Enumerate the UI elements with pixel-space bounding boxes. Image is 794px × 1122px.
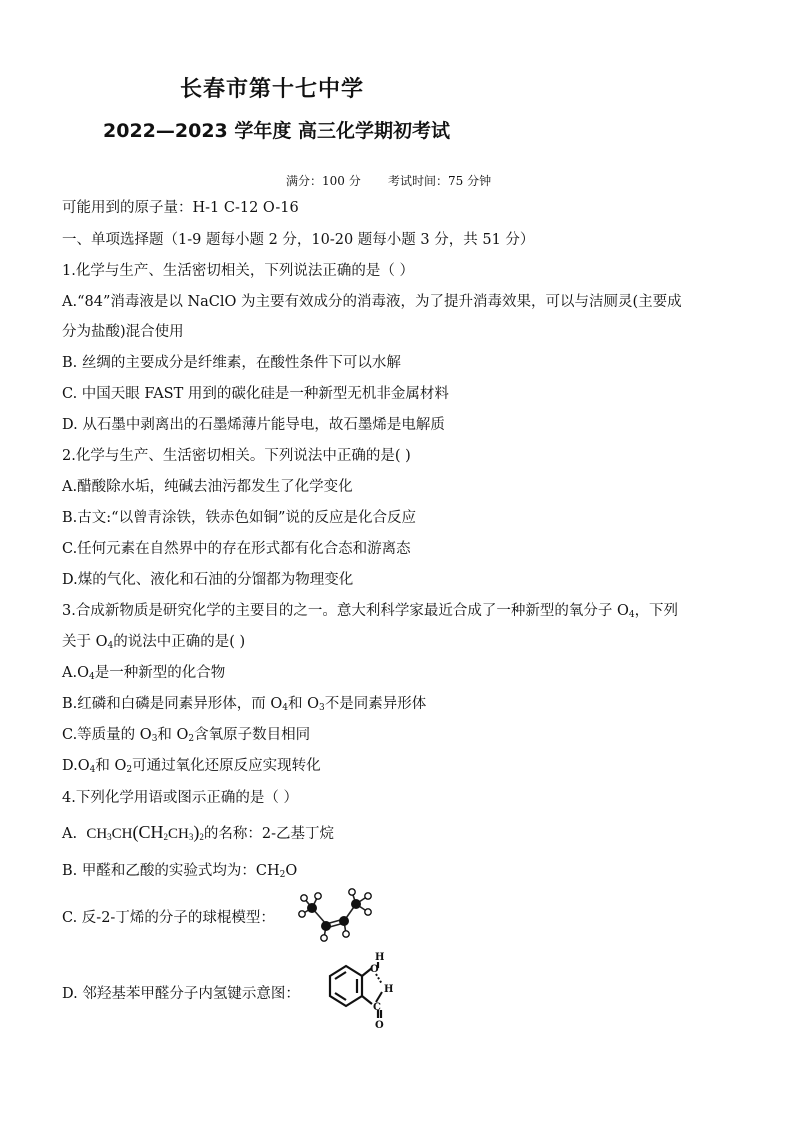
q4-option-c: C. 反-2-丁烯的分子的球棍模型： <box>62 910 275 926</box>
q1-option-b: B. 丝绸的主要成分是纤维素，在酸性条件下可以水解 <box>62 355 401 371</box>
label-o-bottom: O <box>375 1020 384 1031</box>
ball-and-stick-model <box>296 886 380 946</box>
q3-stem-line2: 关于 $O_4$的说法中正确的是( ) <box>62 634 246 651</box>
q3-option-c: C.等质量的 $O_3$和 $O_2$含氧原子数目相同 <box>62 727 311 744</box>
q1-stem: 1.化学与生产、生活密切相关，下列说法正确的是（ ） <box>62 263 414 279</box>
exam-title: 2022—2023 学年度 高三化学期初考试 <box>103 120 450 142</box>
q1-option-a-line1: A.“84”消毒液是以 NaClO 为主要有效成分的消毒液，为了提升消毒效果，可以与洁厕灵(主要成 <box>62 294 682 310</box>
label-h-top: H <box>375 952 385 963</box>
hydrogen-bond-diagram <box>318 952 408 1032</box>
q3-option-b: B.红磷和白磷是同素异形体，而 $O_4$和 $O_3$不是同素异形体 <box>62 696 427 713</box>
q3-stem-line1: 3.合成新物质是研究化学的主要目的之一。意大利科学家最近合成了一种新型的氧分子 $O_4$，下列 <box>62 603 679 620</box>
label-o-top: O <box>370 964 379 975</box>
q2-option-d: D.煤的气化、液化和石油的分馏都为物理变化 <box>62 572 354 588</box>
school-name: 长春市第十七中学 <box>180 77 365 102</box>
q3-option-d: $D.O_4$和 $O_2$可通过氧化还原反应实现转化 <box>62 758 321 775</box>
q4-stem: 4.下列化学用语或图示正确的是（ ） <box>62 790 298 806</box>
q4-formula: $CH_3CH(CH_2CH_3)_2$ <box>86 822 204 842</box>
atomic-mass-note: 可能用到的原子量：H-1 C-12 O-16 <box>62 200 299 216</box>
q1-option-d: D. 从石墨中剥离出的石墨烯薄片能导电，故石墨烯是电解质 <box>62 417 445 433</box>
label-c: C <box>373 1002 381 1013</box>
q4-option-b: B. 甲醛和乙酸的实验式均为：$CH_2O$ <box>62 863 298 880</box>
q2-option-c: C.任何元素在自然界中的存在形式都有化合态和游离态 <box>62 541 411 557</box>
q2-stem: 2.化学与生产、生活密切相关。下列说法中正确的是( ) <box>62 448 411 464</box>
exam-time: 考试时间：75 分钟 <box>388 174 492 188</box>
q4-option-d: D. 邻羟基苯甲醛分子内氢键示意图： <box>62 986 300 1002</box>
q2-option-a: A.醋酸除水垢，纯碱去油污都发生了化学变化 <box>62 479 353 495</box>
q4-option-a: A. $CH_3CH(CH_2CH_3)_2$的名称：2-乙基丁烷 <box>62 822 334 842</box>
label-h-mid: H <box>384 984 394 995</box>
q1-option-a-line2: 分为盐酸)混合使用 <box>62 324 184 340</box>
full-score: 满分：100 分 <box>286 174 361 188</box>
section-heading: 一、单项选择题（1-9 题每小题 2 分，10-20 题每小题 3 分，共 51 分） <box>62 232 535 248</box>
q1-option-c: C. 中国天眼 FAST 用到的碳化硅是一种新型无机非金属材料 <box>62 386 449 402</box>
q3-option-a: $A.O_4$是一种新型的化合物 <box>62 665 226 682</box>
q2-option-b: B.古文:“以曾青涂铁，铁赤色如铜”说的反应是化合反应 <box>62 510 416 526</box>
